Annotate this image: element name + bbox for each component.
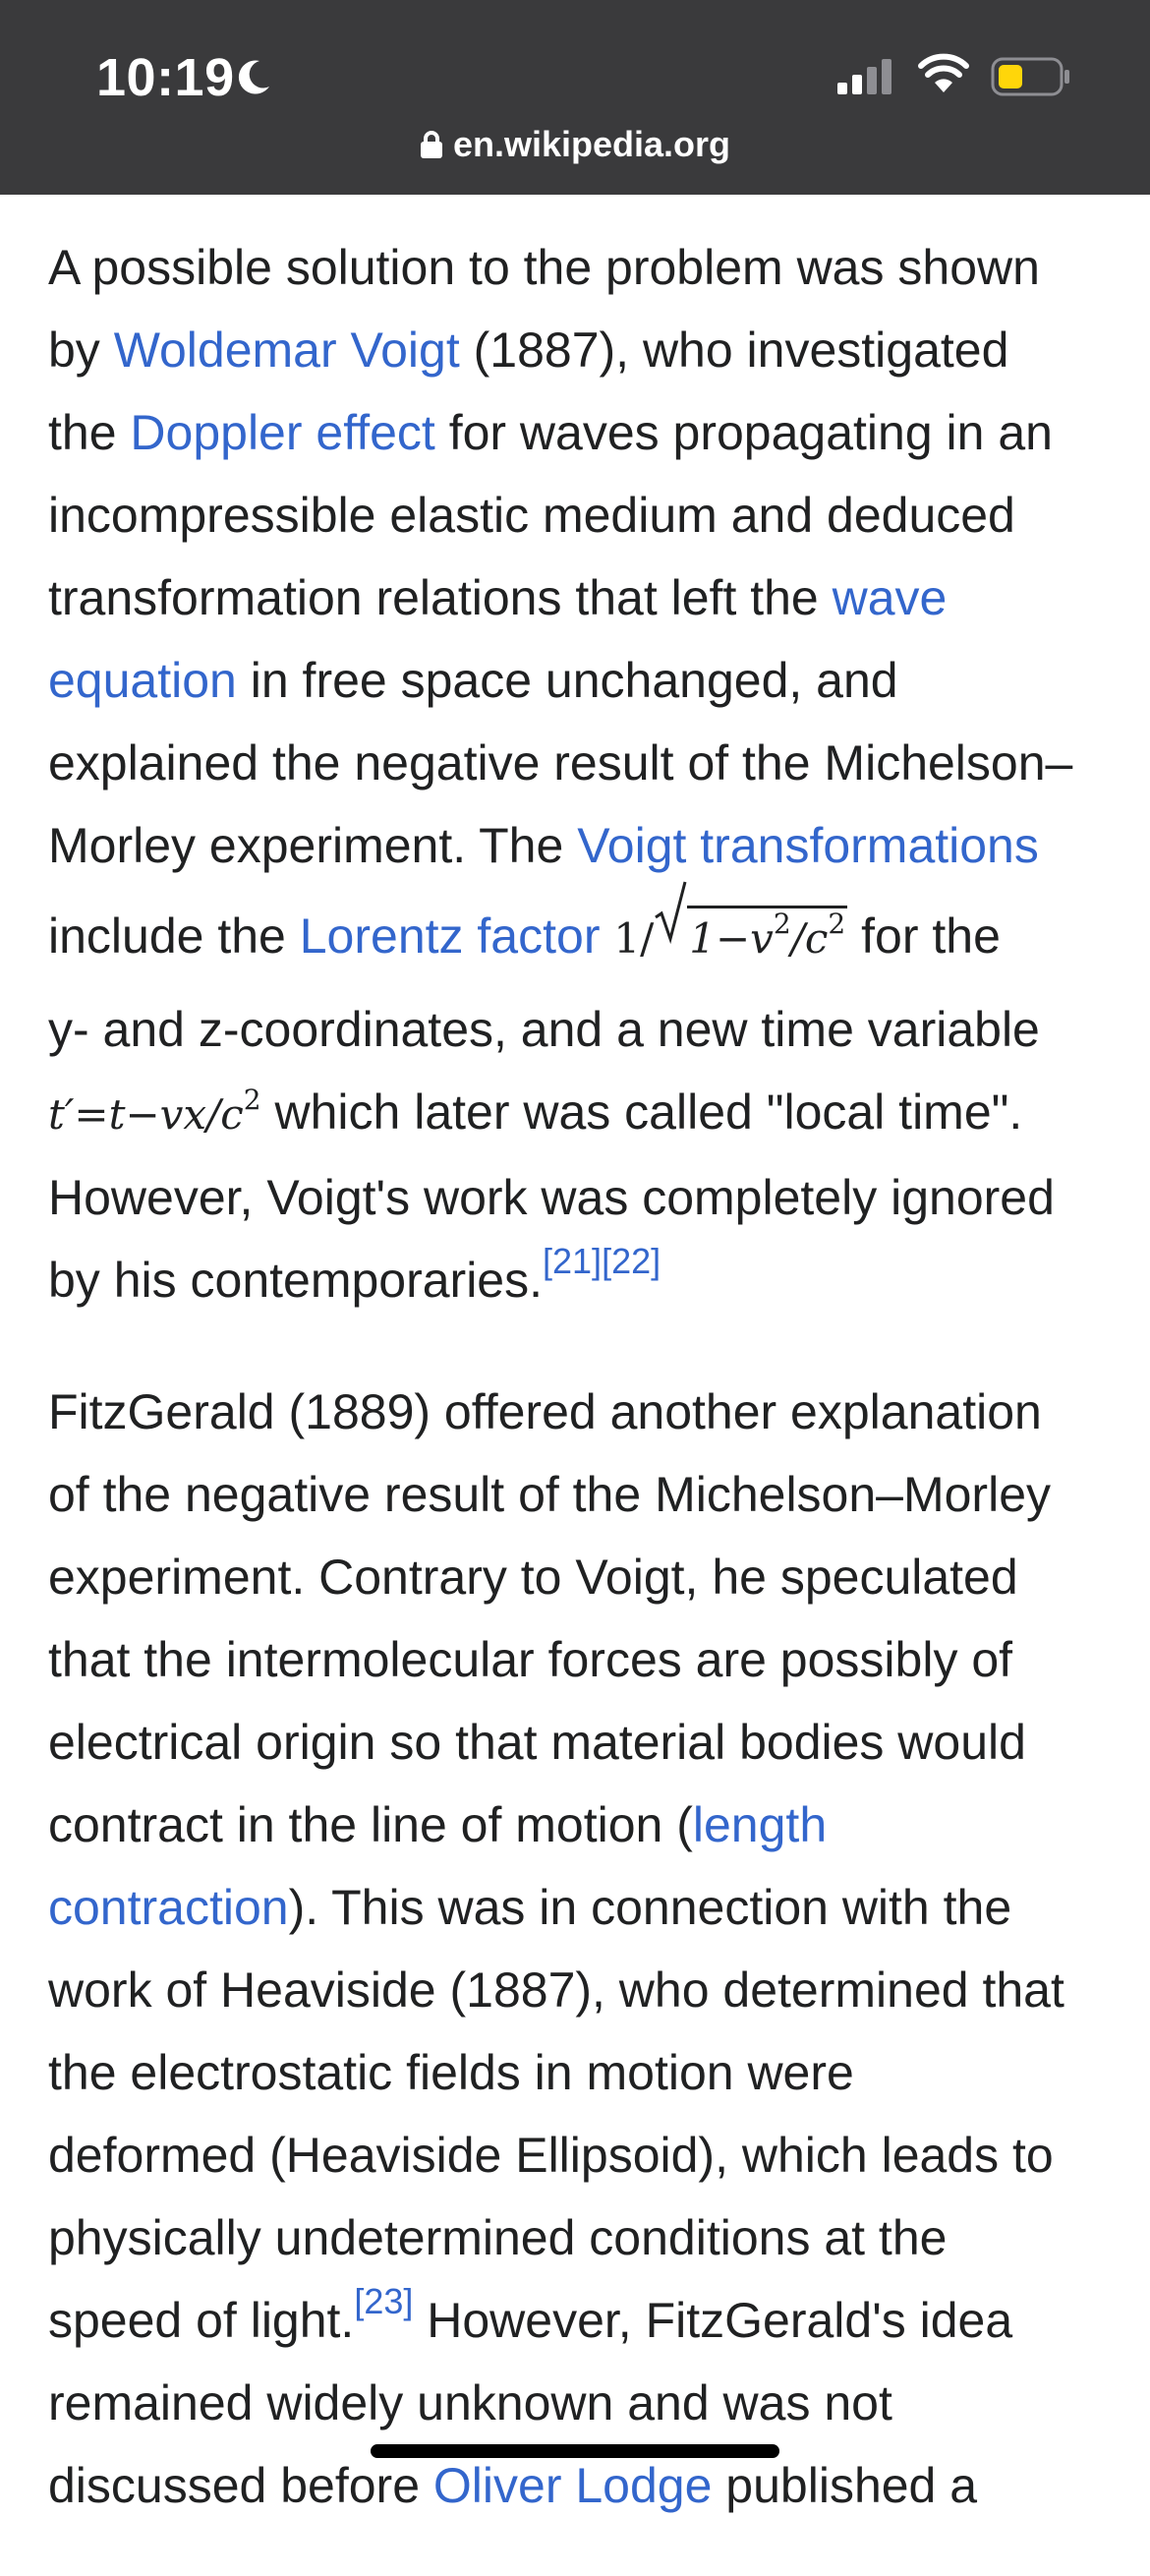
text: which later was called "local time". bbox=[260, 1084, 1023, 1140]
sqrt bbox=[654, 890, 847, 988]
text: by his contemporaries. bbox=[48, 1253, 544, 1308]
text-line bbox=[48, 1156, 1110, 1239]
text: transformation relations that left the bbox=[48, 570, 833, 625]
text: discussed before bbox=[48, 2458, 433, 2513]
wifi-icon bbox=[918, 53, 969, 94]
text: remained widely unknown and was not bbox=[48, 2375, 892, 2430]
text-line bbox=[48, 1866, 1110, 1949]
math-radicand: 1−v bbox=[689, 914, 774, 963]
text: that the intermolecular forces are possibly of bbox=[48, 1632, 1013, 1687]
lock-icon bbox=[420, 130, 443, 159]
text-line bbox=[48, 988, 1110, 1071]
text-line bbox=[48, 887, 1110, 988]
home-indicator[interactable] bbox=[371, 2444, 779, 2458]
text: incompressible elastic medium and deduced bbox=[48, 488, 1015, 543]
text-line bbox=[48, 1784, 1110, 1866]
text: explained the negative result of the Michelson– bbox=[48, 735, 1073, 790]
text: for the bbox=[847, 908, 1001, 964]
math-exponent: 2 bbox=[828, 907, 846, 940]
text: the bbox=[48, 405, 131, 460]
battery-icon bbox=[991, 57, 1071, 96]
math-exponent: 2 bbox=[773, 907, 791, 940]
article-content bbox=[48, 226, 1110, 2576]
text: electrical origin so that material bodies would bbox=[48, 1715, 1026, 1770]
text: physically undetermined conditions at the bbox=[48, 2210, 948, 2265]
text-line bbox=[48, 1453, 1110, 1536]
text-line bbox=[48, 309, 1110, 391]
math-prefix: 1/ bbox=[613, 914, 655, 963]
text: However, Voigt's work was completely ignored bbox=[48, 1170, 1055, 1225]
address-url: en.wikipedia.org bbox=[452, 124, 731, 164]
text-line bbox=[48, 226, 1110, 309]
text-line bbox=[48, 1071, 1110, 1156]
text: speed of light. bbox=[48, 2293, 355, 2348]
sqrt-sign-icon bbox=[654, 880, 687, 945]
text-line bbox=[48, 1536, 1110, 1618]
link-wave-equation[interactable]: equation bbox=[48, 653, 237, 708]
link-doppler-effect[interactable]: Doppler effect bbox=[130, 405, 435, 460]
text-line bbox=[48, 804, 1110, 887]
text: Morley experiment. The bbox=[48, 818, 578, 873]
link-oliver-lodge[interactable]: Oliver Lodge bbox=[432, 2458, 713, 2513]
text-line bbox=[48, 1701, 1110, 1784]
text-line bbox=[48, 2114, 1110, 2196]
math-radicand-rest: /c bbox=[790, 914, 829, 963]
text: A possible solution to the problem was shown bbox=[48, 240, 1040, 295]
article-paragraph bbox=[48, 226, 1110, 1321]
text: the electrostatic fields in motion were bbox=[48, 2045, 854, 2100]
article-paragraph bbox=[48, 1371, 1110, 2527]
text: in free space unchanged, and bbox=[236, 653, 898, 708]
text: contract in the line of motion ( bbox=[48, 1797, 693, 1852]
reference-22[interactable]: [22] bbox=[602, 1241, 661, 1281]
text: However, FitzGerald's idea bbox=[413, 2293, 1013, 2348]
text-line bbox=[48, 1618, 1110, 1701]
link-length-contraction[interactable]: contraction bbox=[48, 1880, 289, 1935]
text: y- and z-coordinates, and a new time variable bbox=[48, 1002, 1040, 1057]
text: ). This was in connection with the bbox=[288, 1880, 1012, 1935]
link-wave-equation[interactable]: wave bbox=[832, 570, 948, 625]
text: experiment. Contrary to Voigt, he speculated bbox=[48, 1550, 1018, 1605]
text: (1887), who investigated bbox=[459, 322, 1009, 378]
text: deformed (Heaviside Ellipsoid), which leads to bbox=[48, 2128, 1054, 2183]
text-line bbox=[48, 2196, 1110, 2279]
text-line bbox=[48, 1239, 1110, 1321]
reference-21[interactable]: [21] bbox=[543, 1241, 603, 1281]
text: for waves propagating in an bbox=[434, 405, 1053, 460]
text-line bbox=[48, 639, 1110, 722]
reference-23[interactable]: [23] bbox=[354, 2281, 414, 2321]
address-bar[interactable] bbox=[0, 124, 1150, 165]
status-bar bbox=[0, 0, 1150, 195]
link-length-contraction[interactable]: length bbox=[692, 1797, 828, 1852]
text-line bbox=[48, 2362, 1110, 2444]
text: work of Heaviside (1887), who determined that bbox=[48, 1962, 1064, 2018]
text: by bbox=[48, 322, 114, 378]
cellular-signal-icon bbox=[837, 59, 894, 94]
status-time: 10:19 bbox=[96, 48, 235, 107]
text-line bbox=[48, 1371, 1110, 1453]
text: of the negative result of the Michelson–Morley bbox=[48, 1467, 1051, 1522]
text: FitzGerald (1889) offered another explanation bbox=[48, 1384, 1042, 1439]
link-lorentz-factor[interactable]: Lorentz factor bbox=[299, 908, 601, 964]
text-line bbox=[48, 474, 1110, 556]
moon-icon bbox=[234, 57, 273, 96]
text-line bbox=[48, 556, 1110, 639]
math-exponent: 2 bbox=[243, 1083, 261, 1116]
math-expression: t′=t−vx/c bbox=[48, 1090, 244, 1139]
link-woldemar-voigt[interactable]: Woldemar Voigt bbox=[113, 322, 460, 378]
text: published a bbox=[712, 2458, 978, 2513]
text-line bbox=[48, 2279, 1110, 2362]
text: include the bbox=[48, 908, 300, 964]
math-lorentz-factor bbox=[613, 907, 847, 963]
text-line bbox=[48, 391, 1110, 474]
link-voigt-transformations[interactable]: Voigt transformations bbox=[577, 818, 1039, 873]
text-line bbox=[48, 1949, 1110, 2031]
text-line bbox=[48, 2031, 1110, 2114]
text-line bbox=[48, 722, 1110, 804]
math-local-time bbox=[48, 1083, 261, 1139]
